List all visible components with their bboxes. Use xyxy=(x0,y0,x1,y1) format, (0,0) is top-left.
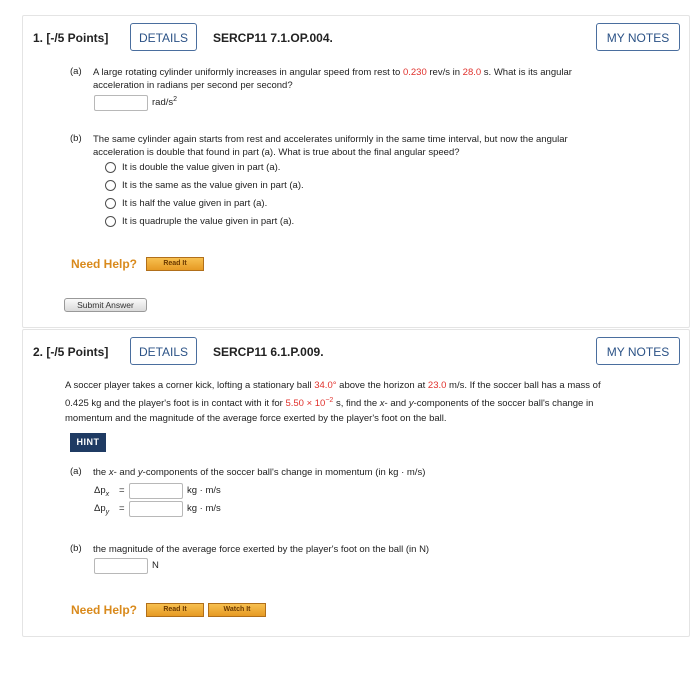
q1-a-answer-input[interactable] xyxy=(94,95,148,111)
q2-read-it-button[interactable]: Read It xyxy=(146,603,204,617)
q2-intro-contact-time-base: 5.50 × 10 xyxy=(285,398,326,410)
q2-intro-t2: above the horizon at xyxy=(336,380,428,391)
q1-b-option-4-label: It is quadruple the value given in part (a). xyxy=(122,216,295,227)
question-1-code: SERCP11 7.1.OP.004. xyxy=(213,31,333,45)
radio-button[interactable] xyxy=(105,180,116,191)
q2-a-y: y xyxy=(137,467,143,478)
q1-a-speed-value: 0.230 xyxy=(402,67,427,78)
q2-a-text-2: - and xyxy=(113,467,138,478)
q1-read-it-button[interactable]: Read It xyxy=(146,257,204,271)
q2-intro-line2-c: -components of the soccer ball's change in xyxy=(413,398,594,410)
q2-intro-angle: 34.0° xyxy=(314,380,337,391)
q2-intro-contact-time xyxy=(285,398,333,409)
question-2-code: SERCP11 6.1.P.009. xyxy=(213,345,324,359)
question-1-my-notes-button[interactable]: MY NOTES xyxy=(596,23,680,51)
q2-delta-py-input[interactable] xyxy=(129,501,183,517)
q1-a-text-3: s. What is its angular xyxy=(481,67,572,78)
q1-submit-answer-button[interactable]: Submit Answer xyxy=(64,298,147,312)
q2-b-unit: N xyxy=(152,560,159,571)
q2-intro-y: y xyxy=(408,398,414,410)
q2-delta-px-label xyxy=(94,485,109,498)
q2-need-help-label: Need Help? xyxy=(71,603,138,617)
q2-delta-py-label xyxy=(94,503,109,516)
q2-part-a-label: (a) xyxy=(70,466,82,477)
q1-b-line-1: The same cylinder again starts from rest and accelerates uniformly in the same time interval, but now the angular xyxy=(93,134,568,145)
q2-intro-line2-b: s, find the xyxy=(333,398,380,410)
question-2-details-button[interactable]: DETAILS xyxy=(130,337,197,365)
q1-b-option-1-label: It is double the value given in part (a). xyxy=(122,162,281,173)
q2-delta-px-symbol: Δp xyxy=(94,485,106,496)
q2-intro-line3: momentum and the magnitude of the average force exerted by the player's foot on the ball. xyxy=(65,413,447,425)
q2-intro-and: - and xyxy=(384,398,409,410)
q2-delta-py-equals: = xyxy=(119,503,125,514)
q2-delta-py-subscript: y xyxy=(105,508,110,516)
question-2-header xyxy=(23,330,689,374)
question-1-header xyxy=(23,16,689,60)
q2-a-text-1: the xyxy=(93,467,109,478)
q2-delta-px-input[interactable] xyxy=(129,483,183,499)
question-2-card xyxy=(22,329,690,637)
q1-a-line-2: acceleration in radians per second per second? xyxy=(93,80,293,91)
q2-delta-px-equals: = xyxy=(119,485,125,496)
q2-intro-t3: m/s. If the soccer ball has a mass of xyxy=(446,380,601,391)
q1-a-unit xyxy=(152,96,177,108)
q1-part-a-text xyxy=(93,66,678,92)
q2-part-b-label: (b) xyxy=(70,543,82,554)
q2-intro-contact-time-exp: −2 xyxy=(325,397,334,404)
q1-need-help-label: Need Help? xyxy=(71,257,138,271)
q2-b-force-input[interactable] xyxy=(94,558,148,574)
q1-part-b-label: (b) xyxy=(70,133,82,144)
question-1-points: 1. [-/5 Points] xyxy=(33,31,109,45)
q2-watch-it-button[interactable]: Watch It xyxy=(208,603,266,617)
q2-intro-t1: A soccer player takes a corner kick, lofting a stationary ball xyxy=(65,380,315,391)
radio-button[interactable] xyxy=(105,216,116,227)
radio-button[interactable] xyxy=(105,198,116,209)
q2-intro-x: x xyxy=(379,398,385,410)
q2-a-x: x xyxy=(108,467,114,478)
q1-a-unit-exponent: 2 xyxy=(173,96,178,103)
question-2-my-notes-button[interactable]: MY NOTES xyxy=(596,337,680,365)
q2-intro-line2-a: 0.425 kg and the player's foot is in contact with it for xyxy=(65,398,286,410)
q2-intro-speed: 23.0 xyxy=(427,380,447,391)
question-1-details-button[interactable]: DETAILS xyxy=(130,23,197,51)
q2-part-b-text: the magnitude of the average force exerted by the player's foot on the ball (in N) xyxy=(93,544,430,555)
q1-part-b-text xyxy=(93,133,678,159)
question-2-points: 2. [-/5 Points] xyxy=(33,345,109,359)
q2-a-text-3: -components of the soccer ball's change in momentum (in kg · m/s) xyxy=(142,467,426,478)
q2-intro-text xyxy=(65,378,680,426)
q2-part-a-text xyxy=(93,466,425,479)
radio-button[interactable] xyxy=(105,162,116,173)
q1-a-time-value: 28.0 xyxy=(462,67,482,78)
question-1-card xyxy=(22,15,690,328)
q1-b-option-2-label: It is the same as the value given in part (a). xyxy=(122,180,304,191)
q1-b-line-2: acceleration is double that found in part (a). What is true about the final angular speed? xyxy=(93,147,460,158)
q1-part-a-label: (a) xyxy=(70,66,82,77)
q1-a-unit-base: rad/s xyxy=(152,97,174,109)
q2-delta-py-unit: kg · m/s xyxy=(187,503,221,514)
q2-delta-px-subscript: x xyxy=(105,490,110,498)
q1-b-option-3-label: It is half the value given in part (a). xyxy=(122,198,268,209)
q1-a-text-2: rev/s in xyxy=(426,67,463,78)
q1-a-text-1: A large rotating cylinder uniformly increases in angular speed from rest to xyxy=(93,67,403,78)
q2-hint-button[interactable]: HINT xyxy=(70,433,106,452)
q2-delta-px-unit: kg · m/s xyxy=(187,485,221,496)
q2-delta-py-symbol: Δp xyxy=(94,503,106,514)
